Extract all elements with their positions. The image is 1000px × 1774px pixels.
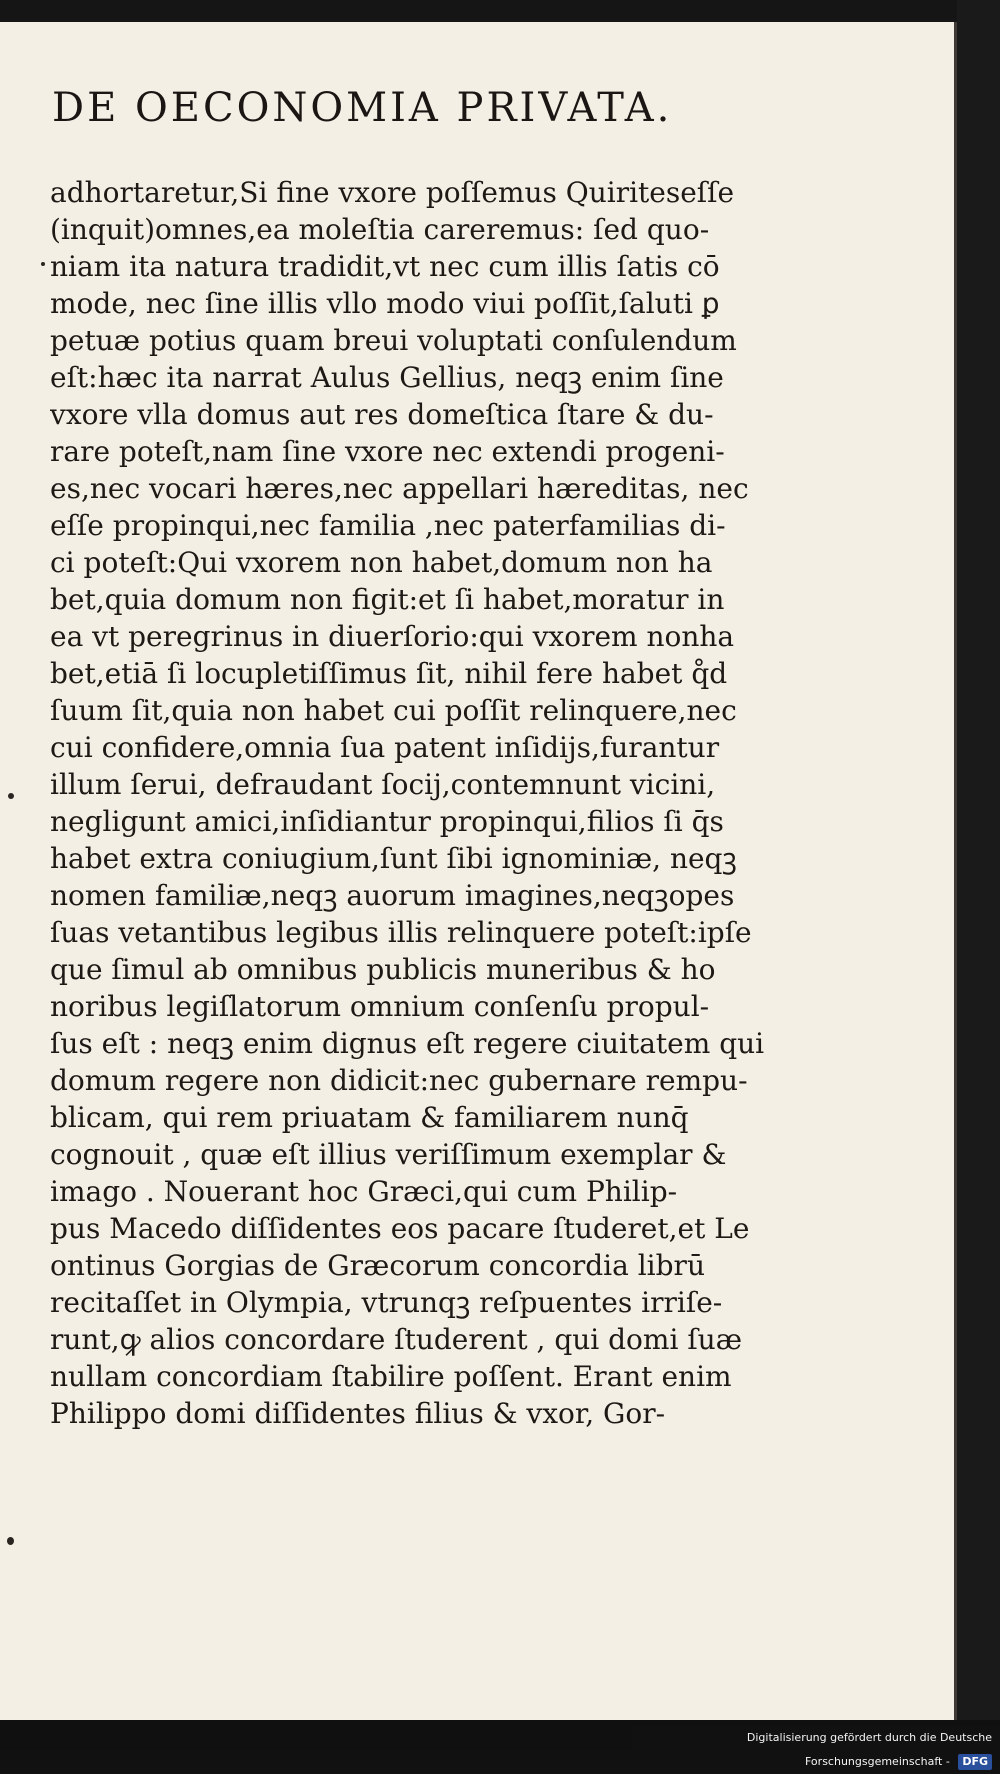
digitization-footer <box>632 1726 1000 1768</box>
text-line-3: niam ita natura tradidit,vt nec cum illis ſatis cō <box>50 250 720 283</box>
text-line-6: eſt:hæc ita narrat Aulus Gellius, neqꝫ enim ſine <box>50 361 724 394</box>
text-line-21: ſuas vetantibus legibus illis relinquere poteſt:ipſe <box>50 916 752 949</box>
text-line-34: Philippo domi diſſidentes filius & vxor, Gor- <box>50 1397 666 1430</box>
text-line-32: runt,ꝙ alios concordare ſtuderent , qui domi ſuæ <box>50 1323 743 1356</box>
text-line-17: illum ſerui, defraudant ſocij,contemnunt vicini, <box>50 768 716 801</box>
text-line-16: cui confidere,omnia ſua patent inſidijs,furantur <box>50 731 720 764</box>
document-page <box>0 22 957 1720</box>
text-line-24: ſus eſt : neqꝫ enim dignus eſt regere ciuitatem qui <box>50 1027 765 1060</box>
text-line-25: domum regere non didicit:nec gubernare rempu- <box>50 1064 748 1097</box>
text-line-19: habet extra coniugium,ſunt ſibi ignominiæ, neqꝫ <box>50 842 737 875</box>
scan-right-edge <box>957 0 1000 1750</box>
scan-top-edge <box>0 0 1000 22</box>
ink-fleck <box>7 1537 14 1545</box>
text-line-31: recitaſſet in Olympia, vtrunqꝫ reſpuentes irriſe- <box>50 1286 723 1319</box>
text-line-13: ea vt peregrinus in diuerſorio:qui vxorem nonha <box>50 620 735 653</box>
ink-fleck <box>8 793 14 799</box>
text-block <box>50 174 850 1432</box>
text-line-9: es,nec vocari hæres,nec appellari hæreditas, nec <box>50 472 749 505</box>
text-line-5: petuæ potius quam breui voluptati conſulendum <box>50 324 737 357</box>
text-line-4: mode, nec ſine illis vllo modo viui poſſit,ſaluti ꝑ <box>50 287 720 320</box>
text-line-27: cognouit , quæ eſt illius veriſſimum exemplar & <box>50 1138 727 1171</box>
text-line-15: ſuum ſit,quia non habet cui poſſit relinquere,nec <box>50 694 737 727</box>
text-line-2: (inquit)omnes,ea moleſtia careremus: ſed quo- <box>50 213 710 246</box>
text-line-26: blicam, qui rem priuatam & familiarem nunq̄ <box>50 1101 689 1134</box>
running-head <box>52 85 842 131</box>
text-line-30: ontinus Gorgias de Græcorum concordia librū <box>50 1249 705 1282</box>
text-line-1: adhortaretur,Si fine vxore poſſemus Quiriteseſſe <box>50 176 735 209</box>
text-line-23: noribus legiſlatorum omnium conſenſu propul- <box>50 990 710 1023</box>
text-line-12: bet,quia domum non figit:et ſi habet,moratur in <box>50 583 725 616</box>
text-line-14: bet,etiā ſi locupletiſſimus ſit, nihil fere habet q̊d <box>50 657 728 690</box>
text-line-20: nomen familiæ,neqꝫ auorum imagines,neqꝫopes <box>50 879 735 912</box>
text-line-11: ci poteſt:Qui vxorem non habet,domum non ha <box>50 546 713 579</box>
text-line-18: negligunt amici,inſidiantur propinqui,filios ſi q̄s <box>50 805 724 838</box>
running-head-text: DE OECONOMIA PRIVATA. <box>52 85 673 131</box>
text-line-33: nullam concordiam ſtabilire poſſent. Erant enim <box>50 1360 732 1393</box>
text-line-10: eſſe propinqui,nec familia ,nec paterfamilias di- <box>50 509 726 542</box>
text-line-28: imago . Nouerant hoc Græci,qui cum Philip- <box>50 1175 678 1208</box>
dfg-logo: DFG <box>958 1754 992 1770</box>
ink-fleck <box>41 262 45 266</box>
footer-banner-text: Digitalisierung gefördert durch die Deutsche Forschungsgemeinschaft - <box>746 1731 992 1768</box>
text-line-29: pus Macedo diſſidentes eos pacare ſtuderet,et Le <box>50 1212 750 1245</box>
text-line-7: vxore vlla domus aut res domeſtica ſtare & du- <box>50 398 714 431</box>
text-line-22: que ſimul ab omnibus publicis muneribus & ho <box>50 953 716 986</box>
text-line-8: rare poteſt,nam ſine vxore nec extendi progeni- <box>50 435 725 468</box>
